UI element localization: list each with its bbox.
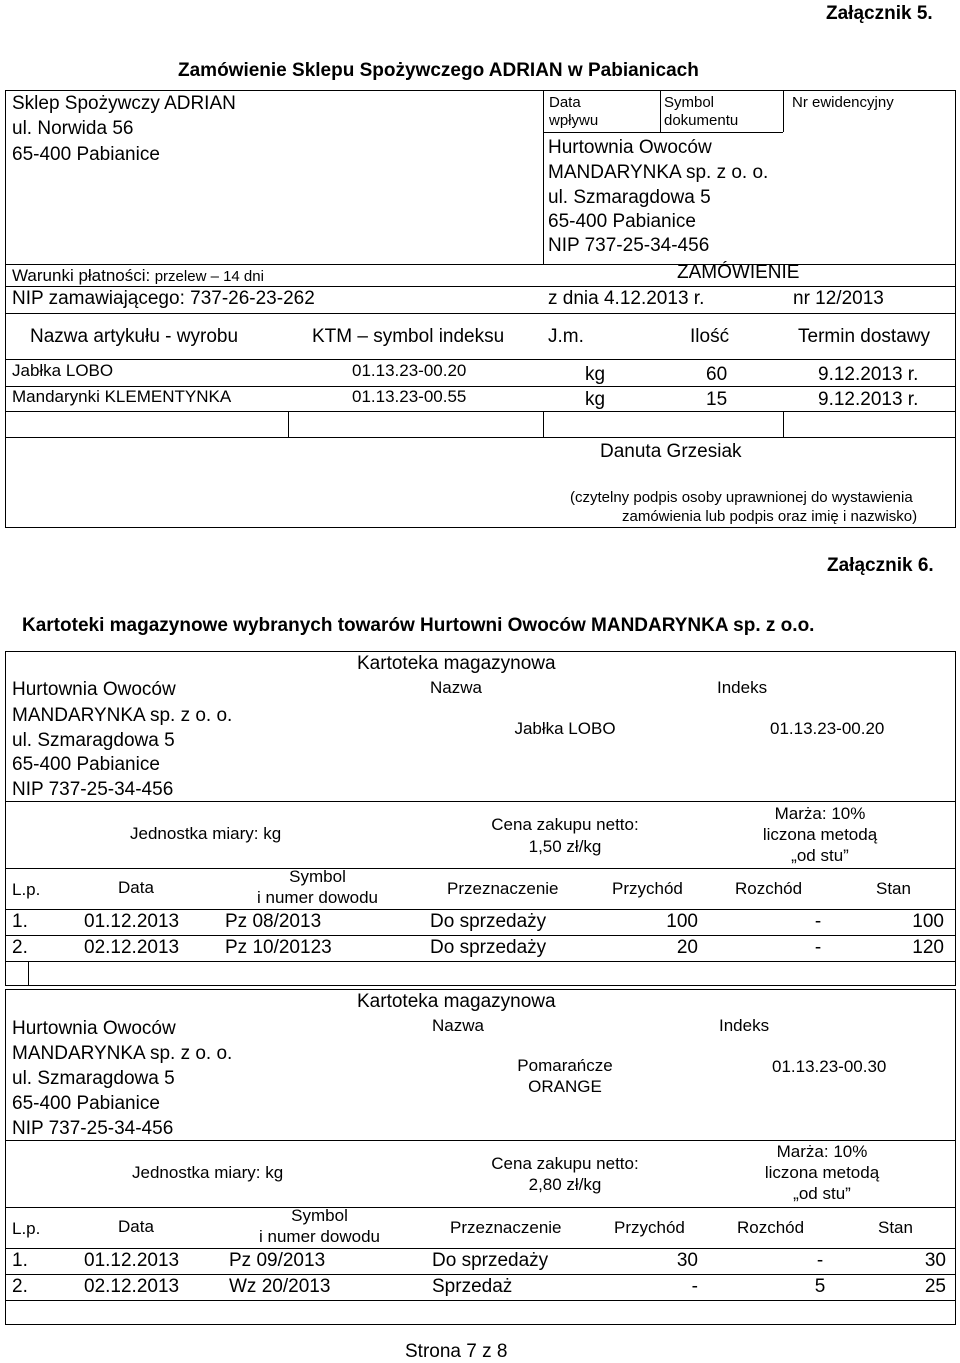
row-purpose: Do sprzedaży <box>430 911 547 932</box>
attachment-6-label: Załącznik 6. <box>827 555 934 576</box>
row-qty: 60 <box>706 364 728 385</box>
order-date: z dnia 4.12.2013 r. <box>548 288 705 309</box>
col-delivery-term: Termin dostawy <box>798 326 930 347</box>
row-purpose: Do sprzedaży <box>430 937 547 958</box>
row-stock: 100 <box>912 911 944 932</box>
row-ktm: 01.13.23-00.20 <box>352 361 467 380</box>
row-name: Mandarynki KLEMENTYNKA <box>12 387 232 406</box>
seller-city: 65-400 Pabianice <box>548 211 696 232</box>
row-stock: 120 <box>912 937 944 958</box>
row-income: 30 <box>676 1250 698 1271</box>
row-stock: 25 <box>924 1276 946 1297</box>
order-page-title: Zamówienie Sklepu Spożywczego ADRIAN w Pabianicach <box>178 60 699 81</box>
row-date: 01.12.2013 <box>84 911 180 932</box>
card-margin: Marża: 10% <box>774 804 866 823</box>
buyer-city: 65-400 Pabianice <box>12 144 160 165</box>
col-ktm: KTM – symbol indeksu <box>312 326 505 347</box>
col-article-name: Nazwa artykułu - wyrobu <box>30 326 239 347</box>
row-unit: kg <box>585 389 606 410</box>
row-lp: 1. <box>12 911 28 932</box>
row-document: Wz 20/2013 <box>229 1276 331 1297</box>
row-lp: 2. <box>12 937 28 958</box>
row-document: Pz 10/20123 <box>225 937 332 958</box>
seller-street: ul. Szmaragdowa 5 <box>548 187 711 208</box>
hdr-nr-ewidencyjny: Nr ewidencyjny <box>792 94 894 111</box>
row-ktm: 01.13.23-00.55 <box>352 387 467 406</box>
card-company-legal: MANDARYNKA sp. z o. o. <box>12 1043 233 1064</box>
hdr-symbol: Symbol <box>664 94 715 111</box>
card-name-label: Nazwa <box>430 678 482 697</box>
col-stock: Stan <box>876 879 911 898</box>
cards-section-title: Kartoteki magazynowe wybranych towarów Hurtowni Owoców MANDARYNKA sp. z o.o. <box>22 615 815 636</box>
card-company-name: Hurtownia Owoców <box>12 679 176 700</box>
card-title: Kartoteka magazynowa <box>357 991 556 1012</box>
card-name-label: Nazwa <box>432 1016 484 1035</box>
col-symbol: Symbol <box>291 1206 348 1225</box>
row-outgo: - <box>814 937 822 958</box>
col-symbol: Symbol <box>289 867 346 886</box>
hdr-data: Data <box>549 94 581 111</box>
payment-value: przelew – 14 dni <box>154 268 264 285</box>
card-company-legal: MANDARYNKA sp. z o. o. <box>12 705 233 726</box>
row-document: Pz 09/2013 <box>229 1250 326 1271</box>
col-outgo: Rozchód <box>735 879 803 898</box>
card-price-value: 1,50 zł/kg <box>528 837 602 856</box>
row-date: 02.12.2013 <box>84 1276 180 1297</box>
col-date: Data <box>118 878 154 897</box>
card-product-name: Pomarańcze <box>517 1056 613 1075</box>
col-income: Przychód <box>614 1218 685 1237</box>
card-product-name-2: ORANGE <box>528 1077 602 1096</box>
payment-label: Warunki płatności: <box>12 266 151 285</box>
row-outgo: - <box>816 1250 824 1271</box>
signer-name: Danuta Grzesiak <box>600 441 742 462</box>
attachment-5-label: Załącznik 5. <box>826 3 933 24</box>
col-lp: L.p. <box>12 880 41 899</box>
row-date: 02.12.2013 <box>84 937 180 958</box>
signature-note-2: zamówienia lub podpis oraz imię i nazwisko) <box>622 508 918 525</box>
card-company-city: 65-400 Pabianice <box>12 754 160 775</box>
seller-name: Hurtownia Owoców <box>548 137 712 158</box>
payment-terms <box>12 266 264 286</box>
buyer-nip: NIP zamawiającego: 737-26-23-262 <box>12 288 315 309</box>
col-purpose: Przeznaczenie <box>447 879 559 898</box>
row-qty: 15 <box>706 389 728 410</box>
col-outgo: Rozchód <box>737 1218 805 1237</box>
card-company-nip: NIP 737-25-34-456 <box>12 1118 174 1139</box>
col-lp: L.p. <box>12 1219 41 1238</box>
row-document: Pz 08/2013 <box>225 911 322 932</box>
col-stock: Stan <box>878 1218 913 1237</box>
col-symbol-2: i numer dowodu <box>257 888 378 907</box>
row-income: - <box>691 1276 698 1297</box>
card-unit: Jednostka miary: kg <box>132 1163 284 1182</box>
card-price-label: Cena zakupu netto: <box>491 1154 639 1173</box>
card-index-label: Indeks <box>719 1016 770 1035</box>
seller-company: MANDARYNKA sp. z o. o. <box>548 162 769 183</box>
row-unit: kg <box>585 364 606 385</box>
card-index-value: 01.13.23-00.30 <box>772 1057 887 1076</box>
row-lp: 1. <box>12 1250 28 1271</box>
signature-note-1: (czytelny podpis osoby uprawnionej do wystawienia <box>570 489 913 506</box>
row-term: 9.12.2013 r. <box>818 364 919 385</box>
card-index-value: 01.13.23-00.20 <box>770 719 885 738</box>
col-unit: J.m. <box>548 326 584 347</box>
seller-nip: NIP 737-25-34-456 <box>548 235 710 256</box>
row-term: 9.12.2013 r. <box>818 389 919 410</box>
page-footer: Strona 7 z 8 <box>405 1341 508 1362</box>
card-company-street: ul. Szmaragdowa 5 <box>12 730 175 751</box>
card-margin-method: liczona metodą <box>764 1163 880 1182</box>
row-purpose: Sprzedaż <box>432 1276 513 1297</box>
col-date: Data <box>118 1217 154 1236</box>
card-margin-method: liczona metodą <box>762 825 878 844</box>
card-margin-method-2: „od stu” <box>793 1184 851 1203</box>
col-symbol-2: i numer dowodu <box>259 1227 380 1246</box>
card-price-label: Cena zakupu netto: <box>491 815 639 834</box>
card-margin-method-2: „od stu” <box>791 846 849 865</box>
row-stock: 30 <box>924 1250 946 1271</box>
row-outgo: - <box>814 911 822 932</box>
order-title: ZAMÓWIENIE <box>677 262 800 283</box>
card-unit: Jednostka miary: kg <box>130 824 282 843</box>
col-quantity: Ilość <box>690 326 730 347</box>
card-company-street: ul. Szmaragdowa 5 <box>12 1068 175 1089</box>
buyer-street: ul. Norwida 56 <box>12 118 134 139</box>
card-company-name: Hurtownia Owoców <box>12 1018 176 1039</box>
row-purpose: Do sprzedaży <box>432 1250 549 1271</box>
row-name: Jabłka LOBO <box>12 361 114 380</box>
hdr-dokumentu: dokumentu <box>664 112 739 129</box>
order-number: nr 12/2013 <box>793 288 884 309</box>
card-title: Kartoteka magazynowa <box>357 653 556 674</box>
card-price-value: 2,80 zł/kg <box>528 1175 602 1194</box>
buyer-name: Sklep Spożywczy ADRIAN <box>12 93 236 114</box>
card-company-city: 65-400 Pabianice <box>12 1093 160 1114</box>
row-income: 100 <box>666 911 698 932</box>
card-product-name: Jabłka LOBO <box>514 719 616 738</box>
hdr-wplywu: wpływu <box>549 112 599 129</box>
card-index-label: Indeks <box>717 678 768 697</box>
col-purpose: Przeznaczenie <box>450 1218 562 1237</box>
col-income: Przychód <box>612 879 683 898</box>
row-outgo: 5 <box>814 1276 826 1297</box>
row-date: 01.12.2013 <box>84 1250 180 1271</box>
row-income: 20 <box>676 937 698 958</box>
row-lp: 2. <box>12 1276 28 1297</box>
card-company-nip: NIP 737-25-34-456 <box>12 779 174 800</box>
card-margin: Marża: 10% <box>776 1142 868 1161</box>
